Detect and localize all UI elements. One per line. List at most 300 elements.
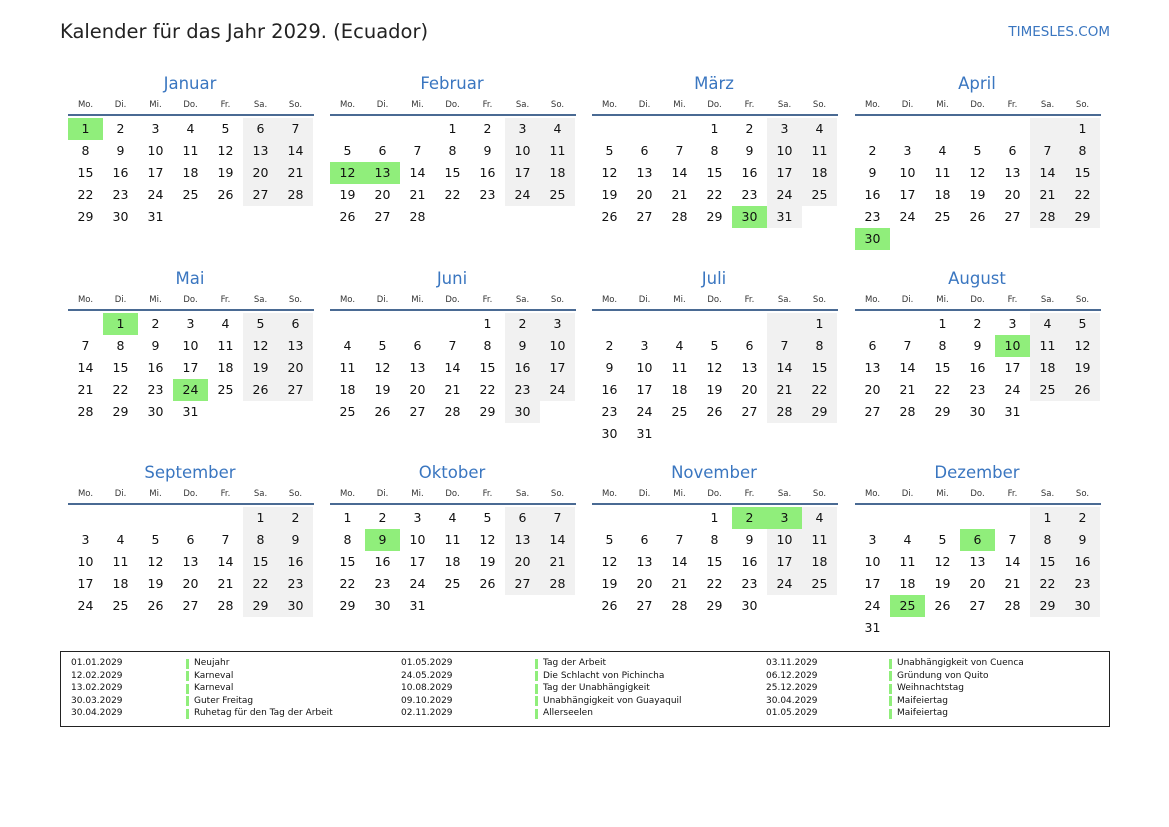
day-cell: 4 [186, 121, 195, 136]
day-cell: 25 [802, 184, 837, 206]
day-cell: 2 [745, 121, 754, 136]
empty-cell [627, 118, 662, 140]
weekday-label: So. [550, 489, 565, 499]
day-cell: 25 [339, 404, 356, 419]
day-cell: 17 [540, 357, 575, 379]
day-cell: 23 [741, 576, 758, 591]
day-cell: 13 [741, 360, 758, 375]
weekday-label: Sa. [777, 489, 792, 499]
day-cell: 11 [540, 140, 575, 162]
day-cell: 10 [767, 529, 802, 551]
weekday-label: Mi. [936, 489, 949, 499]
day-cell: 28 [899, 404, 916, 419]
day-cell: 2 [1065, 507, 1100, 529]
day-cell: 16 [601, 382, 618, 397]
day-cell: 27 [374, 209, 391, 224]
empty-cell [890, 118, 925, 140]
weekday-label: Di. [901, 100, 914, 110]
day-cell: 19 [217, 165, 234, 180]
weekday-label: Mo. [77, 100, 94, 110]
holiday-date: 01.01.2029 [71, 658, 123, 668]
weekday-header [68, 98, 314, 116]
day-cell: 28 [278, 184, 313, 206]
day-cell: 22 [706, 576, 723, 591]
day-cell: 4 [540, 118, 575, 140]
weekday-label: Di. [376, 100, 389, 110]
month-9 [68, 463, 314, 617]
holiday-name: Die Schlacht von Pichincha [543, 670, 665, 681]
day-grid [855, 313, 1101, 423]
day-cell: 11 [444, 532, 461, 547]
weekday-label: So. [550, 100, 565, 110]
empty-cell [365, 313, 400, 335]
empty-cell [627, 507, 662, 529]
site-link[interactable]: TIMESLES.COM [1008, 24, 1110, 40]
day-grid [592, 313, 838, 445]
day-cell: 16 [374, 554, 391, 569]
day-cell: 22 [339, 576, 356, 591]
holiday-date: 01.05.2029 [401, 658, 453, 668]
day-cell: 12 [217, 143, 234, 158]
weekday-label: Fr. [220, 295, 231, 305]
day-cell: 29 [706, 209, 723, 224]
month-name: Dezember [934, 463, 1020, 482]
day-cell: 15 [339, 554, 356, 569]
day-cell: 16 [147, 360, 164, 375]
day-cell: 14 [671, 554, 688, 569]
weekday-label: Fr. [744, 295, 755, 305]
day-cell: 5 [151, 532, 160, 547]
holiday-marker [889, 684, 892, 694]
weekday-label: Fr. [482, 100, 493, 110]
day-cell: 16 [479, 165, 496, 180]
day-cell: 5 [605, 143, 614, 158]
holiday-date: 25.12.2029 [766, 683, 818, 694]
weekday-header [68, 487, 314, 505]
weekday-label: Mo. [339, 295, 356, 305]
day-cell: 2 [483, 121, 492, 136]
day-cell: 2 [605, 338, 614, 353]
day-cell: 30 [601, 426, 618, 441]
day-cell: 14 [540, 529, 575, 551]
empty-cell [330, 313, 365, 335]
holiday-day-cell: 30 [732, 206, 767, 228]
day-cell: 1 [1065, 118, 1100, 140]
day-cell: 9 [605, 360, 614, 375]
holiday-name: Gründung von Quito [897, 670, 989, 681]
day-cell: 11 [671, 360, 688, 375]
weekday-label: Sa. [1040, 489, 1055, 499]
day-cell: 10 [636, 360, 653, 375]
day-grid [68, 507, 314, 617]
holiday-name: Guter Freitag [194, 695, 254, 706]
month-name: Oktober [418, 463, 486, 482]
day-cell: 19 [601, 576, 618, 591]
day-cell: 20 [636, 187, 653, 202]
month-2 [330, 74, 576, 228]
day-cell: 21 [217, 576, 234, 591]
day-cell: 6 [505, 507, 540, 529]
day-cell: 20 [374, 187, 391, 202]
day-cell: 4 [221, 316, 230, 331]
empty-cell [662, 118, 697, 140]
day-cell: 1 [343, 510, 352, 525]
holiday-name: Maifeiertag [897, 708, 948, 719]
day-cell: 11 [217, 338, 234, 353]
holiday-day-cell: 24 [173, 379, 208, 401]
weekday-label: Fr. [1007, 100, 1018, 110]
day-cell: 12 [934, 554, 951, 569]
day-cell: 14 [767, 357, 802, 379]
day-cell: 4 [903, 532, 912, 547]
day-cell: 11 [899, 554, 916, 569]
day-cell: 21 [671, 576, 688, 591]
weekday-label: Mo. [601, 489, 618, 499]
weekday-header [592, 487, 838, 505]
weekday-label: Mi. [411, 295, 424, 305]
weekday-label: So. [550, 295, 565, 305]
day-cell: 8 [802, 335, 837, 357]
day-cell: 7 [448, 338, 457, 353]
day-cell: 22 [112, 382, 129, 397]
page-title: Kalender für das Jahr 2029. (Ecuador) [60, 20, 429, 43]
day-grid [855, 118, 1101, 250]
weekday-label: Mo. [601, 295, 618, 305]
day-cell: 26 [374, 404, 391, 419]
month-11 [592, 463, 838, 617]
day-cell: 17 [636, 382, 653, 397]
day-cell: 19 [374, 382, 391, 397]
day-grid [592, 118, 838, 228]
day-cell: 29 [802, 401, 837, 423]
weekday-label: Mi. [673, 100, 686, 110]
holiday-marker [186, 659, 189, 669]
holiday-marker [535, 671, 538, 681]
empty-cell [68, 313, 103, 335]
holiday-name: Unabhängigkeit von Cuenca [897, 658, 1024, 668]
day-cell: 25 [444, 576, 461, 591]
weekday-label: Mi. [936, 100, 949, 110]
day-cell: 15 [934, 360, 951, 375]
holiday-marker [186, 696, 189, 706]
day-cell: 22 [706, 187, 723, 202]
day-cell: 21 [671, 187, 688, 202]
holiday-date: 03.11.2029 [766, 658, 818, 668]
weekday-header [855, 98, 1101, 116]
day-cell: 26 [339, 209, 356, 224]
empty-cell [855, 507, 890, 529]
day-cell: 2 [505, 313, 540, 335]
weekday-label: Mi. [149, 295, 162, 305]
day-cell: 23 [864, 209, 881, 224]
weekday-header [855, 293, 1101, 311]
day-cell: 16 [741, 554, 758, 569]
day-cell: 11 [802, 529, 837, 551]
day-cell: 4 [448, 510, 457, 525]
day-cell: 21 [767, 379, 802, 401]
day-cell: 3 [868, 532, 877, 547]
weekday-label: Mi. [149, 489, 162, 499]
day-cell: 9 [1065, 529, 1100, 551]
day-cell: 18 [444, 554, 461, 569]
day-cell: 12 [1065, 335, 1100, 357]
day-cell: 16 [1065, 551, 1100, 573]
day-cell: 30 [1065, 595, 1100, 617]
weekday-label: Sa. [1040, 295, 1055, 305]
day-cell: 26 [601, 598, 618, 613]
day-cell: 28 [409, 209, 426, 224]
empty-cell [662, 507, 697, 529]
day-cell: 4 [675, 338, 684, 353]
weekday-label: Fr. [482, 489, 493, 499]
day-cell: 2 [868, 143, 877, 158]
day-cell: 12 [147, 554, 164, 569]
day-cell: 13 [182, 554, 199, 569]
empty-cell [68, 507, 103, 529]
day-cell: 9 [745, 532, 754, 547]
day-cell: 7 [540, 507, 575, 529]
day-cell: 14 [217, 554, 234, 569]
day-cell: 7 [81, 338, 90, 353]
day-cell: 7 [278, 118, 313, 140]
day-cell: 31 [767, 206, 802, 228]
day-cell: 24 [1004, 382, 1021, 397]
weekday-label: Mi. [673, 489, 686, 499]
holiday-day-cell: 6 [960, 529, 995, 551]
day-cell: 1 [710, 121, 719, 136]
day-cell: 13 [243, 140, 278, 162]
holiday-date: 02.11.2029 [401, 708, 453, 719]
day-cell: 23 [505, 379, 540, 401]
day-cell: 24 [505, 184, 540, 206]
holiday-day-cell: 9 [365, 529, 400, 551]
day-cell: 13 [505, 529, 540, 551]
day-cell: 9 [116, 143, 125, 158]
month-name: Mai [175, 269, 205, 288]
day-cell: 23 [969, 382, 986, 397]
day-cell: 29 [339, 598, 356, 613]
weekday-label: Di. [901, 489, 914, 499]
day-cell: 5 [605, 532, 614, 547]
holiday-date: 10.08.2029 [401, 683, 453, 694]
weekday-label: Do. [707, 489, 722, 499]
day-cell: 4 [938, 143, 947, 158]
day-cell: 24 [636, 404, 653, 419]
day-cell: 7 [675, 143, 684, 158]
holiday-marker [186, 709, 189, 719]
day-cell: 25 [217, 382, 234, 397]
day-cell: 21 [77, 382, 94, 397]
day-cell: 19 [479, 554, 496, 569]
weekday-label: So. [1075, 100, 1090, 110]
weekday-label: Fr. [744, 100, 755, 110]
day-cell: 13 [1004, 165, 1021, 180]
day-cell: 24 [77, 598, 94, 613]
day-cell: 5 [1065, 313, 1100, 335]
day-cell: 16 [864, 187, 881, 202]
day-cell: 20 [864, 382, 881, 397]
day-cell: 25 [1030, 379, 1065, 401]
day-cell: 9 [483, 143, 492, 158]
day-cell: 10 [409, 532, 426, 547]
weekday-label: So. [812, 295, 827, 305]
day-cell: 28 [767, 401, 802, 423]
day-cell: 21 [278, 162, 313, 184]
weekday-label: So. [1075, 295, 1090, 305]
holiday-marker [535, 696, 538, 706]
weekday-label: Mo. [339, 489, 356, 499]
day-cell: 20 [741, 382, 758, 397]
empty-cell [400, 118, 435, 140]
day-cell: 24 [899, 209, 916, 224]
month-5 [68, 269, 314, 423]
weekday-label: Di. [901, 295, 914, 305]
day-cell: 27 [505, 573, 540, 595]
day-cell: 20 [636, 576, 653, 591]
day-cell: 8 [448, 143, 457, 158]
day-cell: 22 [934, 382, 951, 397]
weekday-label: So. [288, 100, 303, 110]
day-cell: 7 [675, 532, 684, 547]
day-cell: 9 [973, 338, 982, 353]
weekday-label: Sa. [515, 100, 530, 110]
day-cell: 17 [864, 576, 881, 591]
weekday-label: Fr. [220, 100, 231, 110]
day-cell: 26 [601, 209, 618, 224]
day-cell: 18 [112, 576, 129, 591]
day-cell: 14 [1030, 162, 1065, 184]
day-cell: 4 [1030, 313, 1065, 335]
empty-cell [662, 313, 697, 335]
weekday-label: Di. [376, 489, 389, 499]
day-cell: 14 [671, 165, 688, 180]
day-cell: 28 [217, 598, 234, 613]
weekday-label: Do. [183, 489, 198, 499]
day-cell: 21 [1030, 184, 1065, 206]
weekday-label: Mo. [864, 489, 881, 499]
empty-cell [960, 118, 995, 140]
day-cell: 24 [864, 598, 881, 613]
day-cell: 21 [899, 382, 916, 397]
holiday-marker [889, 671, 892, 681]
day-cell: 27 [182, 598, 199, 613]
day-cell: 30 [278, 595, 313, 617]
day-cell: 29 [706, 598, 723, 613]
day-cell: 6 [868, 338, 877, 353]
day-cell: 27 [1004, 209, 1021, 224]
weekday-label: Do. [707, 100, 722, 110]
holiday-day-cell: 3 [767, 507, 802, 529]
day-cell: 6 [640, 143, 649, 158]
day-cell: 6 [186, 532, 195, 547]
day-cell: 29 [479, 404, 496, 419]
day-grid [68, 313, 314, 423]
day-cell: 3 [81, 532, 90, 547]
day-cell: 26 [1065, 379, 1100, 401]
day-cell: 4 [116, 532, 125, 547]
day-cell: 12 [601, 554, 618, 569]
day-cell: 15 [706, 165, 723, 180]
day-cell: 12 [969, 165, 986, 180]
month-name: März [694, 74, 734, 93]
day-cell: 26 [969, 209, 986, 224]
weekday-label: Mo. [864, 295, 881, 305]
day-cell: 1 [1030, 507, 1065, 529]
day-cell: 28 [1030, 206, 1065, 228]
day-cell: 9 [745, 143, 754, 158]
empty-cell [330, 118, 365, 140]
day-cell: 5 [243, 313, 278, 335]
day-cell: 13 [409, 360, 426, 375]
day-cell: 19 [243, 357, 278, 379]
day-cell: 22 [77, 187, 94, 202]
day-cell: 26 [243, 379, 278, 401]
weekday-label: Mi. [673, 295, 686, 305]
day-cell: 2 [973, 316, 982, 331]
day-cell: 6 [640, 532, 649, 547]
holiday-marker [889, 696, 892, 706]
day-cell: 20 [182, 576, 199, 591]
holiday-day-cell: 1 [103, 313, 138, 335]
day-cell: 2 [116, 121, 125, 136]
day-cell: 16 [278, 551, 313, 573]
holiday-date: 24.05.2029 [401, 670, 453, 681]
day-cell: 1 [448, 121, 457, 136]
weekday-label: So. [288, 295, 303, 305]
day-cell: 19 [969, 187, 986, 202]
day-cell: 23 [374, 576, 391, 591]
day-cell: 17 [182, 360, 199, 375]
day-cell: 26 [706, 404, 723, 419]
day-cell: 3 [151, 121, 160, 136]
day-cell: 6 [745, 338, 754, 353]
day-cell: 20 [278, 357, 313, 379]
day-cell: 23 [601, 404, 618, 419]
weekday-label: Do. [970, 295, 985, 305]
day-cell: 30 [741, 598, 758, 613]
day-cell: 28 [77, 404, 94, 419]
weekday-header [330, 293, 576, 311]
holiday-date: 30.04.2029 [766, 695, 818, 706]
weekday-header [330, 487, 576, 505]
weekday-label: Mo. [601, 100, 618, 110]
day-cell: 2 [151, 316, 160, 331]
day-cell: 6 [378, 143, 387, 158]
weekday-label: Do. [707, 295, 722, 305]
day-cell: 4 [802, 507, 837, 529]
day-cell: 3 [1008, 316, 1017, 331]
empty-cell [960, 507, 995, 529]
day-cell: 8 [483, 338, 492, 353]
day-cell: 18 [217, 360, 234, 375]
day-cell: 15 [444, 165, 461, 180]
day-cell: 21 [1004, 576, 1021, 591]
day-cell: 22 [444, 187, 461, 202]
day-cell: 21 [444, 382, 461, 397]
day-cell: 9 [151, 338, 160, 353]
day-cell: 17 [409, 554, 426, 569]
month-8 [855, 269, 1101, 423]
holiday-day-cell: 25 [890, 595, 925, 617]
weekday-label: Fr. [482, 295, 493, 305]
day-cell: 27 [409, 404, 426, 419]
weekday-label: Fr. [744, 489, 755, 499]
day-cell: 26 [217, 187, 234, 202]
weekday-label: Do. [183, 295, 198, 305]
day-cell: 10 [540, 335, 575, 357]
empty-cell [890, 507, 925, 529]
day-cell: 3 [505, 118, 540, 140]
